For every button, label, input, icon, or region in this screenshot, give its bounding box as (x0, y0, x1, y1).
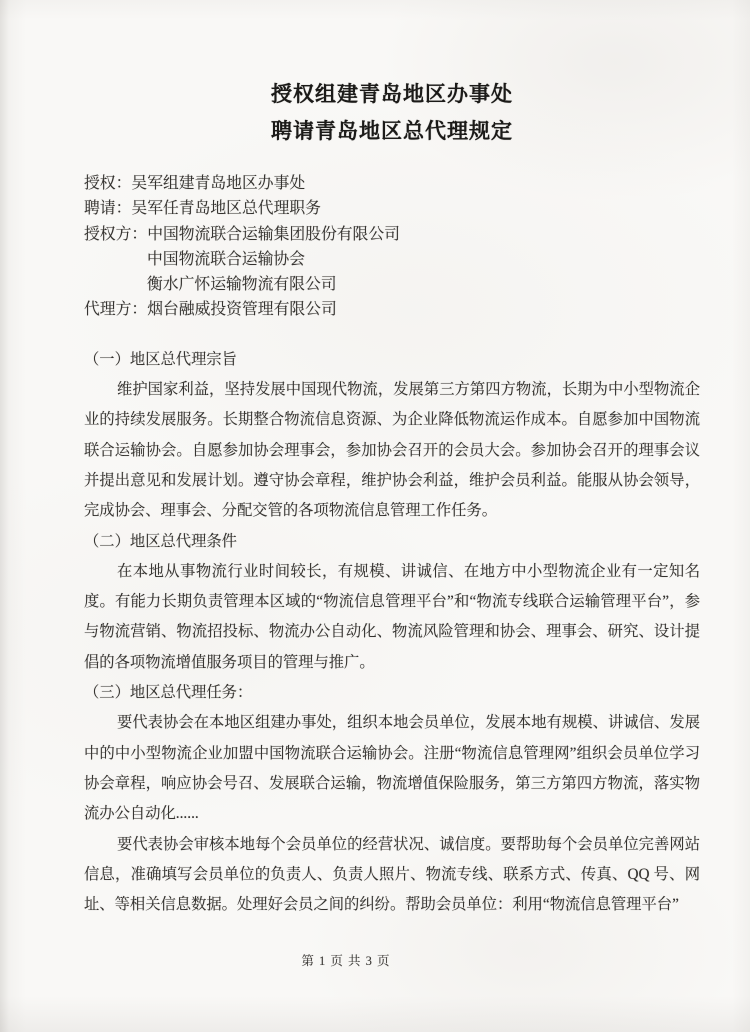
page-number: 第 1 页 共 3 页 (301, 954, 391, 968)
document-title (84, 0, 700, 150)
section-3-paragraph-2: 要代表协会审核本地每个会员单位的经营状况、诚信度。要帮助每个会员单位完善网站信息，准确填写会员单位的负责人、负责人照片、物流专线、联系方式、传真、QQ 号、网址、等相关信息数据。处理好会员之间的纠纷。帮助会员单位：利用“物流信息管理平台” (84, 835, 700, 914)
header-line-authorizer-3: 衡水广怀运输物流有限公司 (147, 276, 337, 294)
header-line-authorizer-1: 授权方：中国物流联合运输集团股份有限公司 (84, 225, 400, 243)
section-1-heading: （一）地区总代理宗旨 (84, 350, 237, 368)
authorization-header (84, 171, 700, 323)
section-2-paragraph: 在本地从事物流行业时间较长，有规模、讲诚信、在地方中小型物流企业有一定知名度。有能力长期负责管理本区域的“物流信息管理平台”和“物流专线联合运输管理平台”，参与物流营销、物流招投标、物流办公自动化、物流风险管理和协会、理事会、研究、设计提倡的各项物流增值服务项目的管理与推广。 (84, 562, 700, 671)
header-line-authorizer-2: 中国物流联合运输协会 (147, 250, 305, 268)
header-line-authorize: 授权：吴军组建青岛地区办事处 (84, 175, 306, 192)
document-body (84, 345, 700, 921)
document-title-line-2: 聘请青岛地区总代理规定 (271, 119, 513, 143)
section-3-paragraph-1: 要代表协会在本地区组建办事处，组织本地会员单位，发展本地有规模、讲诚信、发展中的中小型物流企业加盟中国物流联合运输协会。注册“物流信息管理网”组织会员单位学习协会章程，响应协会号召、发展联合运输，物流增值保险服务，第三方第四方物流，落实物流办公自动化...... (84, 714, 700, 823)
document-content (84, 0, 700, 920)
header-line-appoint: 聘请：吴军任青岛地区总代理职务 (84, 200, 321, 218)
section-2-heading: （二）地区总代理条件 (84, 532, 237, 550)
header-line-agent: 代理方：烟台融威投资管理有限公司 (84, 301, 337, 319)
section-3-heading: （三）地区总代理任务： (84, 684, 253, 702)
section-1-paragraph: 维护国家利益，坚持发展中国现代物流，发展第三方第四方物流，长期为中小型物流企业的持续发展服务。长期整合物流信息资源、为企业降低物流运作成本。自愿参加中国物流联合运输协会。自愿参加协会理事会，参加协会召开的会员大会。参加协会召开的理事会议并提出意见和发展计划。遵守协会章程，维护协会利益，维护会员利益。能服从协会领导，完成协会、理事会、分配交管的各项物流信息管理工作任务。 (84, 381, 700, 520)
document-title-line-1: 授权组建青岛地区办事处 (271, 82, 513, 106)
